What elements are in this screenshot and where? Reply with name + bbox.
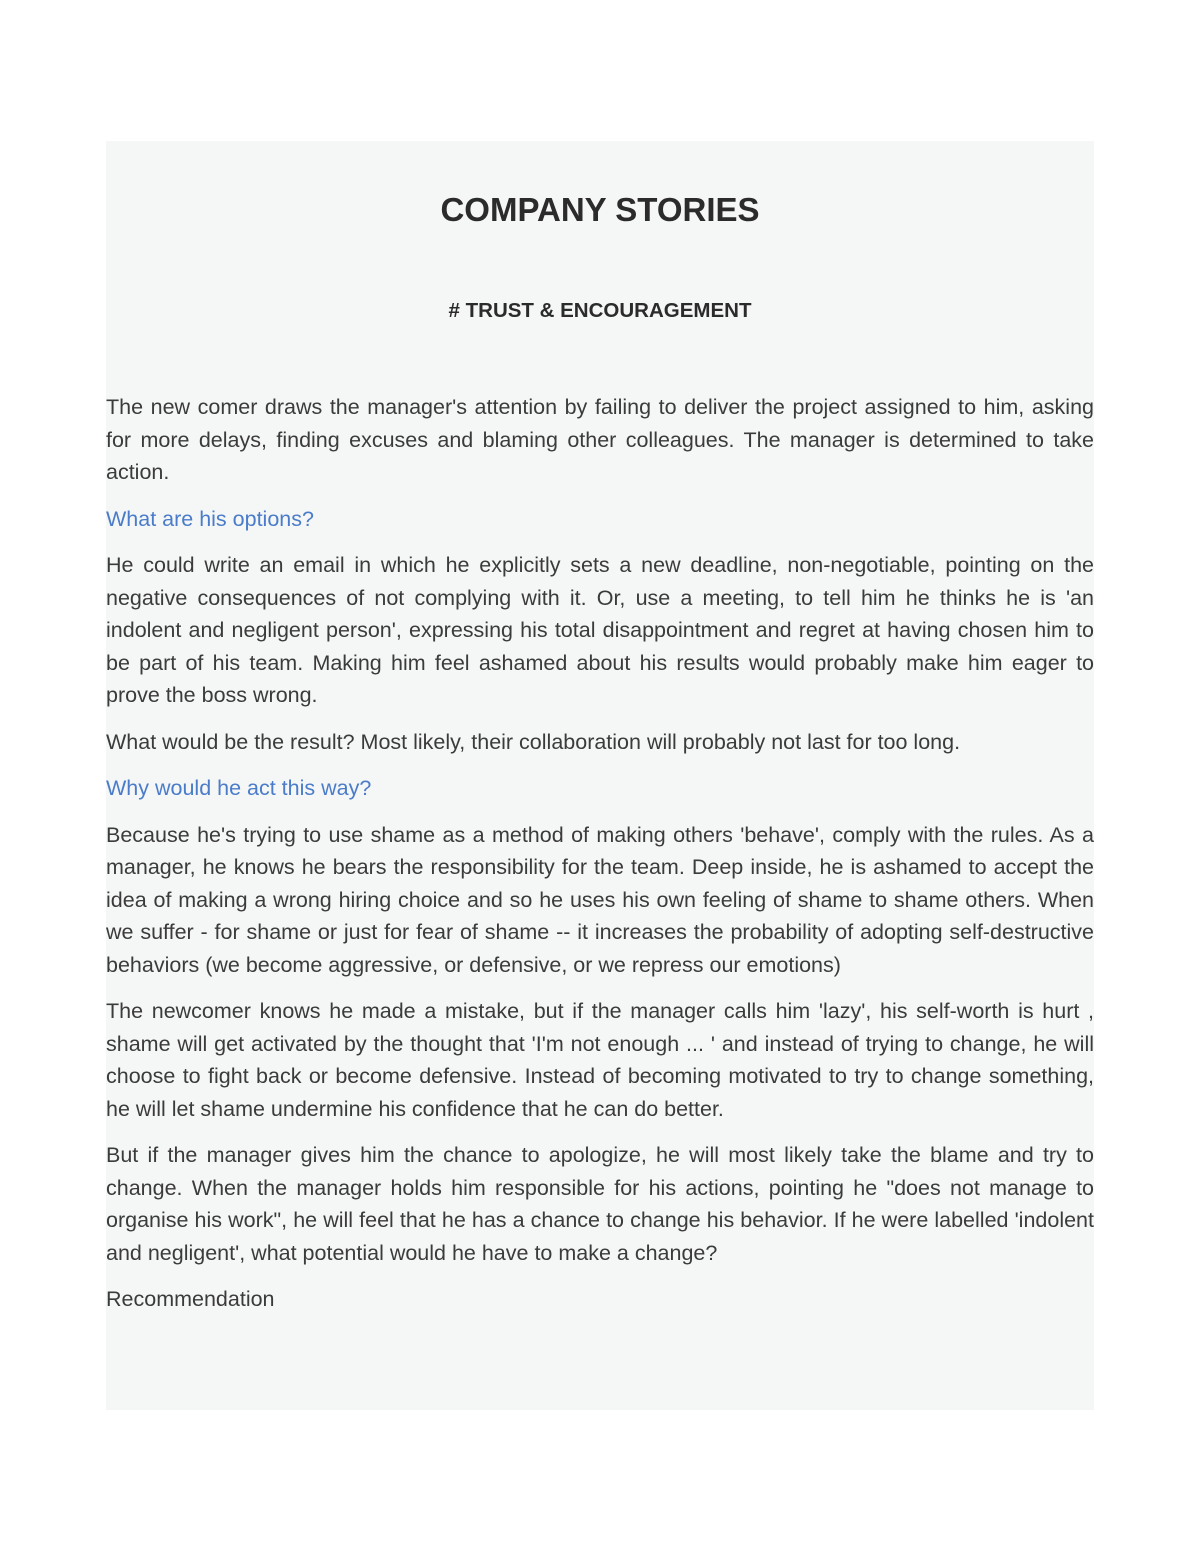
question-options: What are his options? (106, 506, 314, 531)
paragraph-apologize: But if the manager gives him the chance to apologize, he will most likely take the blame and try to change. When the manager holds him responsible for his actions, pointing he "does not manage to organise his work", he will feel that he has a chance to change his behavior. If he were labelled 'indolent and negligent', what potential would he have to make a change? (106, 1143, 1094, 1265)
paragraph-result: What would be the result? Most likely, their collaboration will probably not last for too long. (106, 729, 961, 754)
question-why: Why would he act this way? (106, 776, 372, 800)
paragraph-options: He could write an email in which he explicitly sets a new deadline, non-negotiable, pointing on the negative consequences of not complying with it. Or, use a meeting, to tell him he thinks he is 'an indolent and negligent person', expressing his total disappointment and regret at having chosen him to be part of his team. Making him feel ashamed about his results would probably make him eager to prove the boss wrong. (106, 553, 1094, 707)
section-heading: # TRUST & ENCOURAGEMENT (448, 299, 752, 322)
paragraph-newcomer: The newcomer knows he made a mistake, but if the manager calls him 'lazy', his self-worth is hurt , shame will get activated by the thought that 'I'm not enough ... ' and instead of trying to change, he will choose to fight back or become defensive. Instead of becoming motivated to try to change something, he will let shame undermine his confidence that he can do better. (106, 999, 1094, 1121)
document-content-block (106, 141, 1094, 1410)
document-body (106, 391, 1094, 1330)
paragraph-intro: The new comer draws the manager's attention by failing to deliver the project assigned to him, asking for more delays, finding excuses and blaming other colleagues. The manager is determined to take action. (106, 395, 1094, 484)
paragraph-shame: Because he's trying to use shame as a method of making others 'behave', comply with the rules. As a manager, he knows he bears the responsibility for the team. Deep inside, he is ashamed to accept the idea of making a wrong hiring choice and so he uses his own feeling of shame to shame others. When we suffer - for shame or just for fear of shame -- it increases the probability of adopting self-destructive behaviors (we become aggressive, or defensive, or we repress our emotions) (106, 822, 1094, 977)
document-title: COMPANY STORIES (440, 191, 760, 228)
recommendation-label: Recommendation (106, 1287, 275, 1311)
